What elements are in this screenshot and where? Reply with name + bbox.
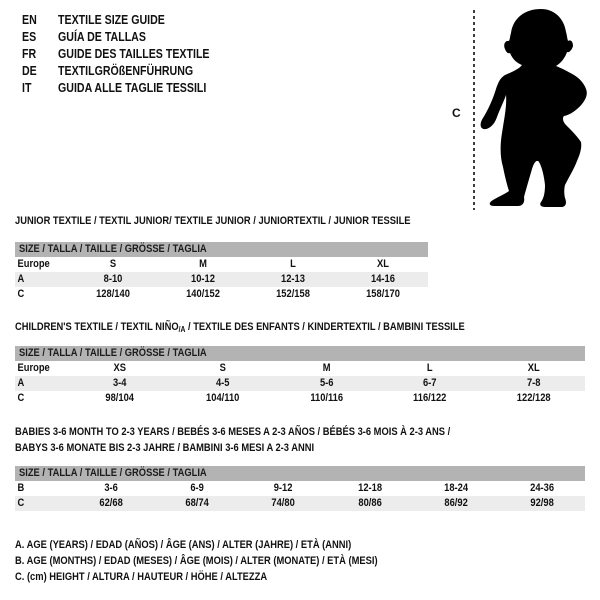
table-cell: 62/68 (99, 497, 123, 509)
table-row-c (15, 391, 585, 406)
footnote-text: C. (cm) HEIGHT / ALTURA / HAUTEUR / HÖHE / ALTEZZA (15, 571, 268, 583)
height-dashed-line (473, 10, 475, 210)
table-cell: 18-24 (443, 482, 468, 494)
size-header-bar (15, 242, 428, 257)
children-size-table (15, 346, 585, 406)
table-row-c (15, 287, 428, 302)
footnote-b (15, 553, 442, 569)
language-code: FR (22, 47, 37, 61)
table-cell: 92/98 (530, 497, 554, 509)
language-row-es (22, 29, 236, 46)
table-cell: 158/170 (366, 288, 400, 300)
table-cell: S (219, 362, 227, 374)
table-row-europe (15, 361, 585, 376)
row-label: C (17, 392, 25, 404)
table-cell: 122/128 (516, 392, 551, 404)
row-label: B (17, 482, 25, 494)
row-label: A (17, 273, 25, 285)
table-cell: 116/122 (413, 392, 447, 404)
footnote-a (15, 537, 442, 553)
table-cell: 152/158 (276, 288, 310, 300)
language-code: DE (22, 64, 37, 78)
size-header-label: SIZE / TALLA / TAILLE / GRÖSSE / TAGLIA (19, 243, 207, 255)
table-cell: 10-12 (191, 273, 215, 285)
table-row-a (15, 376, 585, 391)
table-cell: 9-12 (274, 482, 293, 494)
row-label: Europe (17, 258, 50, 270)
row-label: Europe (17, 362, 50, 374)
footnote-legend (15, 537, 442, 585)
babies-title-text: BABIES 3-6 MONTH TO 2-3 YEARS / BEBÉS 3-6 MESES A 2-3 AÑOS / BÉBÉS 3-6 MOIS À 2-3 ANS / (15, 426, 451, 438)
table-cell: 12-18 (357, 482, 382, 494)
table-cell: XL (377, 258, 389, 270)
row-label: A (17, 377, 25, 389)
table-cell: 7-8 (526, 377, 541, 389)
table-cell: 110/116 (310, 392, 343, 404)
size-header-label: SIZE / TALLA / TAILLE / GRÖSSE / TAGLIA (19, 467, 207, 479)
children-section-title (15, 321, 544, 336)
table-cell: 3-4 (112, 377, 127, 389)
table-cell: L (427, 362, 433, 374)
children-title-text: / TEXTILE DES ENFANTS / KINDERTEXTIL / BAMBINI TESSILE (185, 321, 465, 333)
table-cell: 3-6 (104, 482, 118, 494)
language-row-fr (22, 46, 236, 63)
footnote-c (15, 569, 442, 585)
table-cell: 140/152 (186, 288, 220, 300)
size-header-label: SIZE / TALLA / TAILLE / GRÖSSE / TAGLIA (19, 347, 207, 359)
size-header-bar (15, 346, 585, 361)
table-cell: M (322, 362, 331, 374)
table-row-b (15, 481, 585, 496)
height-label-c: C (452, 106, 461, 120)
table-cell: 68/74 (185, 497, 209, 509)
babies-title-text: BABYS 3-6 MONATE BIS 2-3 JAHRE / BAMBINI 3-6 MESI A 2-3 ANNI (15, 442, 315, 454)
junior-size-table (15, 242, 428, 302)
children-title-subscript: /A (178, 325, 186, 334)
row-label: C (17, 497, 25, 509)
table-cell: 5-6 (319, 377, 334, 389)
table-row-c (15, 496, 585, 511)
table-cell: 128/140 (96, 288, 130, 300)
language-code: IT (22, 81, 32, 95)
language-code: EN (22, 13, 37, 27)
table-cell: 86/92 (444, 497, 468, 509)
language-label: GUÍA DE TALLAS (58, 30, 146, 44)
footnote-text: A. AGE (YEARS) / EDAD (AÑOS) / ÂGE (ANS) / ALTER (JAHRE) / ETÀ (ANNI) (15, 539, 352, 551)
footnote-text: B. AGE (MONTHS) / EDAD (MESES) / ÂGE (MOIS) / ALTER (MONATE) / ETÀ (MESI) (15, 555, 378, 567)
language-list (22, 12, 236, 97)
language-row-it (22, 80, 236, 97)
babies-size-table (15, 466, 585, 511)
table-cell: 14-16 (371, 273, 395, 285)
junior-section-title (15, 215, 480, 228)
table-cell: S (109, 258, 117, 270)
table-cell: 6-9 (190, 482, 205, 494)
table-row-europe (15, 257, 428, 272)
babies-section-title-line1 (15, 426, 527, 439)
language-row-de (22, 63, 236, 80)
table-cell: 24-36 (529, 482, 554, 494)
baby-silhouette-icon (478, 8, 600, 207)
row-label: C (17, 288, 25, 300)
table-cell: 12-13 (281, 273, 305, 285)
table-cell: XL (527, 362, 540, 374)
table-cell: 80/86 (357, 497, 382, 509)
table-cell: 74/80 (271, 497, 296, 509)
table-cell: 8-10 (103, 273, 123, 285)
table-row-a (15, 272, 428, 287)
table-cell: L (290, 258, 296, 270)
language-label: TEXTILGRÖßENFÜHRUNG (58, 64, 194, 78)
table-cell: 4-5 (216, 377, 230, 389)
language-code: ES (22, 30, 37, 44)
table-cell: 104/110 (206, 392, 240, 404)
table-cell: 98/104 (105, 392, 135, 404)
babies-section-title-line2 (15, 442, 367, 455)
language-label: GUIDA ALLE TAGLIE TESSILI (58, 81, 207, 95)
table-cell: M (199, 258, 207, 270)
table-cell: XS (113, 362, 126, 374)
language-row-en (22, 12, 236, 29)
table-cell: 6-7 (423, 377, 437, 389)
junior-title-text: JUNIOR TEXTILE / TEXTIL JUNIOR/ TEXTILE JUNIOR / JUNIORTEXTIL / JUNIOR TESSILE (15, 215, 411, 227)
language-label: TEXTILE SIZE GUIDE (58, 13, 165, 27)
children-title-text: CHILDREN'S TEXTILE / TEXTIL NIÑO (15, 321, 179, 333)
size-header-bar (15, 466, 585, 481)
language-label: GUIDE DES TAILLES TEXTILE (58, 47, 210, 61)
